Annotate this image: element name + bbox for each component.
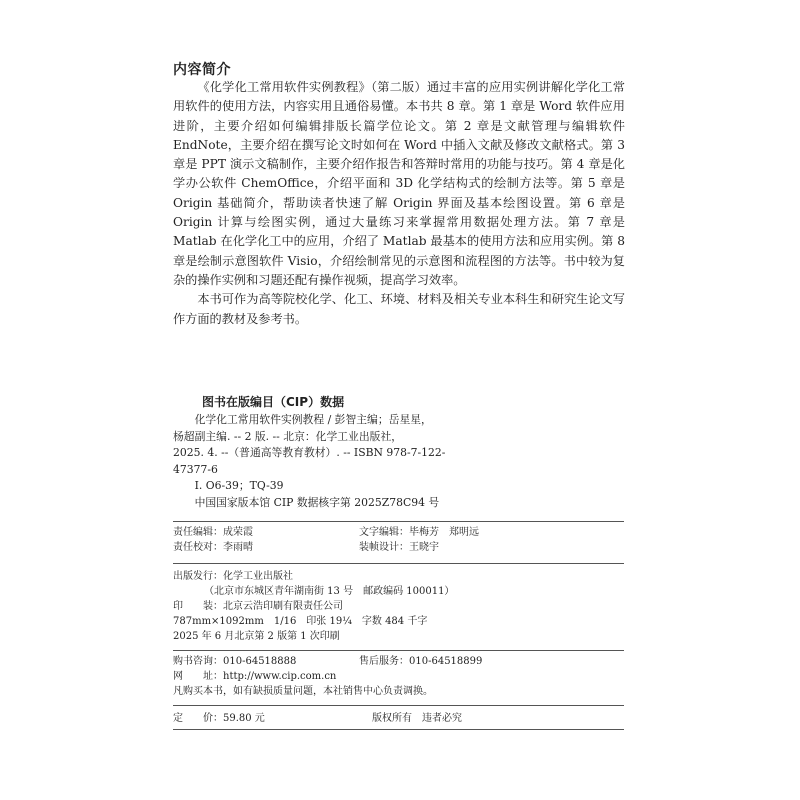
designer — [359, 541, 439, 555]
price — [173, 712, 265, 726]
cip-heading: 图书在版编目（CIP）数据 — [202, 395, 345, 409]
print-edition: 2025 年 6 月北京第 2 版第 1 次印刷 — [173, 631, 340, 642]
printer-label: 印 装： — [173, 601, 223, 612]
text-editor — [359, 526, 479, 540]
proofreader-label: 责任校对： — [173, 542, 223, 553]
divider — [173, 729, 624, 730]
service-label: 售后服务： — [359, 656, 409, 667]
intro-body — [173, 78, 625, 329]
responsible-editor-label: 责任编辑： — [173, 527, 223, 538]
website-url: http://www.cip.com.cn — [223, 671, 337, 682]
responsible-editor-value: 成荣霞 — [223, 527, 253, 538]
website-label: 网 址： — [173, 671, 223, 682]
cip-line-5: Ⅰ. O6-39；TQ-39 — [194, 479, 284, 492]
purchase-hotline — [173, 655, 296, 669]
price-label: 定 价： — [173, 713, 223, 724]
service-phone: 010-64518899 — [409, 656, 483, 667]
proofreader — [173, 541, 253, 555]
printer-value: 北京云浩印刷有限责任公司 — [223, 601, 343, 612]
divider — [173, 521, 624, 522]
text-editor-label: 文字编辑： — [359, 527, 409, 538]
cip-line-2: 杨超副主编. -- 2 版. -- 北京：化学工业出版社， — [173, 429, 403, 443]
divider — [173, 705, 624, 706]
copyright-notice: 版权所有 违者必究 — [372, 713, 462, 724]
printer — [173, 600, 343, 614]
quality-notice: 凡购买本书，如有缺损质量问题，本社销售中心负责调换。 — [173, 686, 433, 697]
text-editor-value: 毕梅芳 郑明远 — [409, 527, 479, 538]
publisher-label: 出版发行： — [173, 571, 223, 582]
cip-line-3: 2025. 4. --（普通高等教育教材）. -- ISBN 978-7-122- — [173, 446, 446, 459]
publisher-value: 化学工业出版社 — [223, 571, 293, 582]
intro-heading: 内容简介 — [173, 62, 231, 78]
designer-label: 装帧设计： — [359, 542, 409, 553]
book-specs: 787mm×1092mm 1/16 印张 19¼ 字数 484 千字 — [173, 616, 428, 627]
cip-line-4: 47377-6 — [173, 462, 218, 476]
cip-line-1: 化学化工常用软件实例教程 / 彭智主编；岳星星， — [194, 413, 432, 426]
responsible-editor — [173, 526, 253, 540]
divider — [173, 563, 624, 564]
divider — [173, 650, 624, 651]
designer-value: 王晓宇 — [409, 542, 439, 553]
proofreader-value: 李雨晴 — [223, 542, 253, 553]
cip-block — [173, 412, 493, 511]
intro-paragraph-1: 《化学化工常用软件实例教程》（第二版）通过丰富的应用实例讲解化学化工常用软件的使用方法，内容实用且通俗易懂。本书共 8 章。第 1 章是 Word 软件应用进阶，主要介绍如何编辑排版长篇学位论文。第 2 章是文献管理与编辑软件 EndNote，主要介绍在撰写论文时如何在 Word 中插入文献及修改文献格式。第 3 章是 PPT 演示文稿制作，主要介绍作报告和答辩时常用的功能与技巧。第 4 章是化学办公软件 ChemOffice，介绍平面和 3D 化学结构式的绘制方法等。第 5 章是 Origin 基础简介，帮助读者快速了解 Origin 界面及基本绘图设置。第 6 章是 Origin 计算与绘图实例，通过大量练习来掌握常用数据处理方法。第 7 章是 Matlab 在化学化工中的应用，介绍了 Matlab 最基本的使用方法和应用实例。第 8 章是绘制示意图软件 Visio，介绍绘制常见的示意图和流程图的方法等。书中较为复杂的操作实例和习题还配有操作视频，提高学习效率。 — [173, 80, 625, 287]
price-value: 59.80 元 — [223, 713, 265, 724]
cip-line-6: 中国国家版本馆 CIP 数据核字第 2025Z78C94 号 — [194, 495, 440, 509]
publisher-name — [173, 570, 293, 584]
website — [173, 670, 336, 684]
purchase-phone: 010-64518888 — [223, 656, 297, 667]
purchase-label: 购书咨询： — [173, 656, 223, 667]
intro-paragraph-2: 本书可作为高等院校化学、化工、环境、材料及相关专业本科生和研究生论文写作方面的教材及参考书。 — [173, 292, 625, 326]
service-hotline — [359, 655, 482, 669]
publisher-address: （北京市东城区青年湖南街 13 号 邮政编码 100011） — [204, 586, 455, 597]
